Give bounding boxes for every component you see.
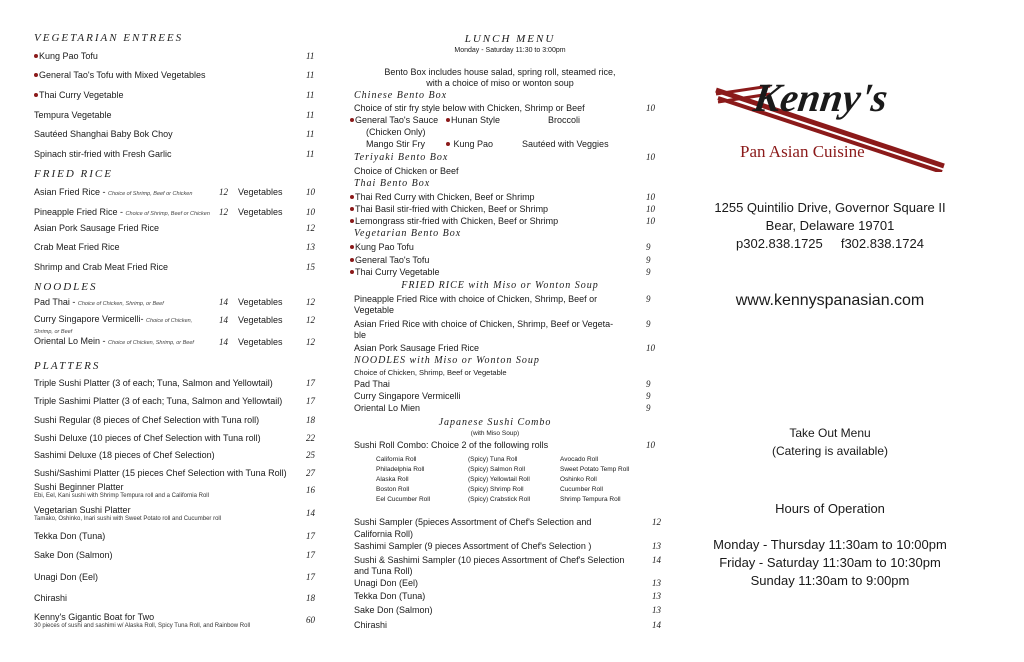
address-line-2: Bear, Delaware 19701 xyxy=(765,218,895,233)
item-price: 12 xyxy=(652,517,661,527)
item-price: 13 xyxy=(652,578,661,588)
menu-item: Pineapple Fried Rice with choice of Chicken, Shrimp, Beef or xyxy=(354,294,598,304)
teriyaki-bento-heading: Teriyaki Bento Box xyxy=(354,152,449,163)
bento-intro: with a choice of miso or wonton soup xyxy=(426,78,574,88)
sushi-combo-sub: (with Miso Soup) xyxy=(470,430,520,437)
item-price: 9 xyxy=(646,379,651,389)
bullet-icon xyxy=(350,207,354,211)
bento-style: (Chicken Only) xyxy=(366,127,426,137)
item-price: 14 xyxy=(652,620,661,630)
sushi-combo-heading: Japanese Sushi Combo xyxy=(438,417,552,428)
item-price: 10 xyxy=(646,343,655,353)
roll-option: (Spicy) Crabstick Roll xyxy=(468,496,531,503)
item-price: 9 xyxy=(646,267,651,277)
lunch-noodles-heading: NOODLES with Miso or Wonton Soup xyxy=(354,355,540,366)
menu-item: General Tao's Tofu xyxy=(350,255,429,265)
roll-option: Boston Roll xyxy=(376,486,410,493)
bullet-icon xyxy=(350,258,354,262)
menu-item: Asian Pork Sausage Fried Rice xyxy=(354,343,480,353)
item-price: 9 xyxy=(646,319,651,329)
logo xyxy=(710,72,970,172)
item-price: 14 xyxy=(652,555,661,565)
vegetarian-heading: VEGETARIAN ENTREES xyxy=(34,32,184,44)
item-price: 10 xyxy=(646,204,655,214)
menu-item: Sushi Sampler (5pieces Assortment of Chef's Selection and xyxy=(354,517,592,527)
bento-style: General Tao's Sauce xyxy=(350,115,438,125)
noodles-heading: NOODLES xyxy=(34,281,98,293)
logo-wordmark: Kenny's xyxy=(750,75,891,120)
bullet-icon xyxy=(446,142,450,146)
menu-item: Kung Pao Tofu xyxy=(350,242,414,252)
item-price: 9 xyxy=(646,242,651,252)
item-price: 9 xyxy=(646,255,651,265)
bullet-icon xyxy=(34,93,38,97)
roll-option: Sweet Potato Temp Roll xyxy=(560,466,630,473)
logo-subtitle: Pan Asian Cuisine xyxy=(740,142,865,161)
menu-item-cont: Vegetable xyxy=(354,305,395,315)
roll-option: Cucumber Roll xyxy=(560,486,603,493)
hours-line: Monday - Thursday 11:30am to 10:00pm xyxy=(713,537,947,552)
roll-option: Alaska Roll xyxy=(376,476,409,483)
address-line-1: 1255 Quintilio Drive, Governor Square II xyxy=(714,200,946,215)
bullet-icon xyxy=(350,219,354,223)
menu-item: Tekka Don (Tuna) xyxy=(354,591,426,601)
bento-style: Kung Pao xyxy=(446,139,493,149)
roll-option: (Spicy) Shrimp Roll xyxy=(468,486,524,493)
bullet-icon xyxy=(446,118,450,122)
roll-option: Shrimp Tempura Roll xyxy=(560,496,621,503)
roll-option: Philadelphia Roll xyxy=(376,466,425,473)
takeout-title: Take Out Menu xyxy=(789,426,871,440)
menu-item: Thai Basil stir-fried with Chicken, Beef or Shrimp xyxy=(350,204,548,214)
lunch-fried-rice-heading: FRIED RICE with Miso or Wonton Soup xyxy=(401,280,599,291)
menu-item-cont: ble xyxy=(354,330,367,340)
sushi-combo-desc: Sushi Roll Combo: Choice 2 of the following rolls xyxy=(354,440,549,450)
chinese-bento-heading: Chinese Bento Box xyxy=(354,90,448,101)
menu-item: Thai Curry Vegetable xyxy=(350,267,440,277)
bullet-icon xyxy=(350,118,354,122)
veg-bento-heading: Vegetarian Bento Box xyxy=(354,228,462,239)
item-price: 13 xyxy=(652,605,661,615)
item-price: 10 xyxy=(646,192,655,202)
item-price: 9 xyxy=(646,391,651,401)
menu-item-cont: California Roll) xyxy=(354,529,414,539)
thai-bento-heading: Thai Bento Box xyxy=(354,178,431,189)
item-price: 13 xyxy=(652,591,661,601)
item-price: 9 xyxy=(646,403,651,413)
bullet-icon xyxy=(350,270,354,274)
roll-option: (Spicy) Salmon Roll xyxy=(468,466,526,473)
menu-item: Pad Thai xyxy=(354,379,390,389)
hours-line: Friday - Saturday 11:30am to 10:30pm xyxy=(719,555,941,570)
noodles-desc: Choice of Chicken, Shrimp, Beef or Vegetable xyxy=(354,368,507,377)
chinese-bento-price: 10 xyxy=(646,103,655,113)
item-price: 9 xyxy=(646,294,651,304)
bullet-icon xyxy=(350,195,354,199)
menu-item: Lemongrass stir-fried with Chicken, Beef or Shrimp xyxy=(350,216,558,226)
hours-title: Hours of Operation xyxy=(775,501,885,516)
hours-line: Sunday 11:30am to 9:00pm xyxy=(750,573,910,588)
chinese-bento-desc: Choice of stir fry style below with Chicken, Shrimp or Beef xyxy=(354,103,585,113)
sushi-combo-price: 10 xyxy=(646,440,655,450)
bento-style: Mango Stir Fry xyxy=(366,139,426,149)
bento-style: Hunan Style xyxy=(446,115,500,125)
item-price: 13 xyxy=(652,541,661,551)
roll-option: California Roll xyxy=(376,456,417,463)
bullet-icon xyxy=(34,73,38,77)
catering-note: (Catering is available) xyxy=(771,444,889,458)
bullet-icon xyxy=(34,54,38,58)
menu-item: Unagi Don (Eel) xyxy=(354,578,419,588)
bento-style: Sautéed with Veggies xyxy=(522,139,609,149)
menu-item: Sake Don (Salmon) xyxy=(354,605,433,615)
menu-item: Oriental Lo Mien xyxy=(354,403,421,413)
roll-option: Avocado Roll xyxy=(560,456,599,463)
roll-option: Eel Cucumber Roll xyxy=(376,496,431,503)
lunch-title: LUNCH MENU xyxy=(464,33,556,45)
menu-item: Curry Singapore Vermicelli xyxy=(354,391,461,401)
roll-option: Oshinko Roll xyxy=(560,476,597,483)
fried-rice-heading: FRIED RICE xyxy=(34,168,113,180)
bento-intro: Bento Box includes house salad, spring roll, steamed rice, xyxy=(384,67,616,77)
menu-item: Sashimi Sampler (9 pieces Assortment of Chef's Selection ) xyxy=(354,541,592,551)
menu-item-cont: and Tuna Roll) xyxy=(354,566,413,576)
menu-item: Sushi & Sashimi Sampler (10 pieces Assortment of Chef's Selection xyxy=(354,555,625,565)
roll-option: (Spicy) Yellowtail Roll xyxy=(468,476,530,483)
item-price: 10 xyxy=(646,216,655,226)
menu-item: Asian Fried Rice with choice of Chicken, Shrimp, Beef or Vegeta- xyxy=(354,319,614,329)
teriyaki-bento-price: 10 xyxy=(646,152,655,162)
lunch-hours: Monday - Saturday 11:30 to 3:00pm xyxy=(454,47,566,54)
bullet-icon xyxy=(350,245,354,249)
phone-fax: p302.838.1725 f302.838.1724 xyxy=(736,236,924,251)
website-link[interactable]: www.kennyspanasian.com xyxy=(735,292,925,309)
roll-option: (Spicy) Tuna Roll xyxy=(468,456,518,463)
teriyaki-bento-desc: Choice of Chicken or Beef xyxy=(354,166,459,176)
menu-item: Chirashi xyxy=(354,620,388,630)
menu-item: Thai Red Curry with Chicken, Beef or Shrimp xyxy=(350,192,535,202)
platters-heading: PLATTERS xyxy=(34,360,101,372)
bento-style: Broccoli xyxy=(548,115,581,125)
